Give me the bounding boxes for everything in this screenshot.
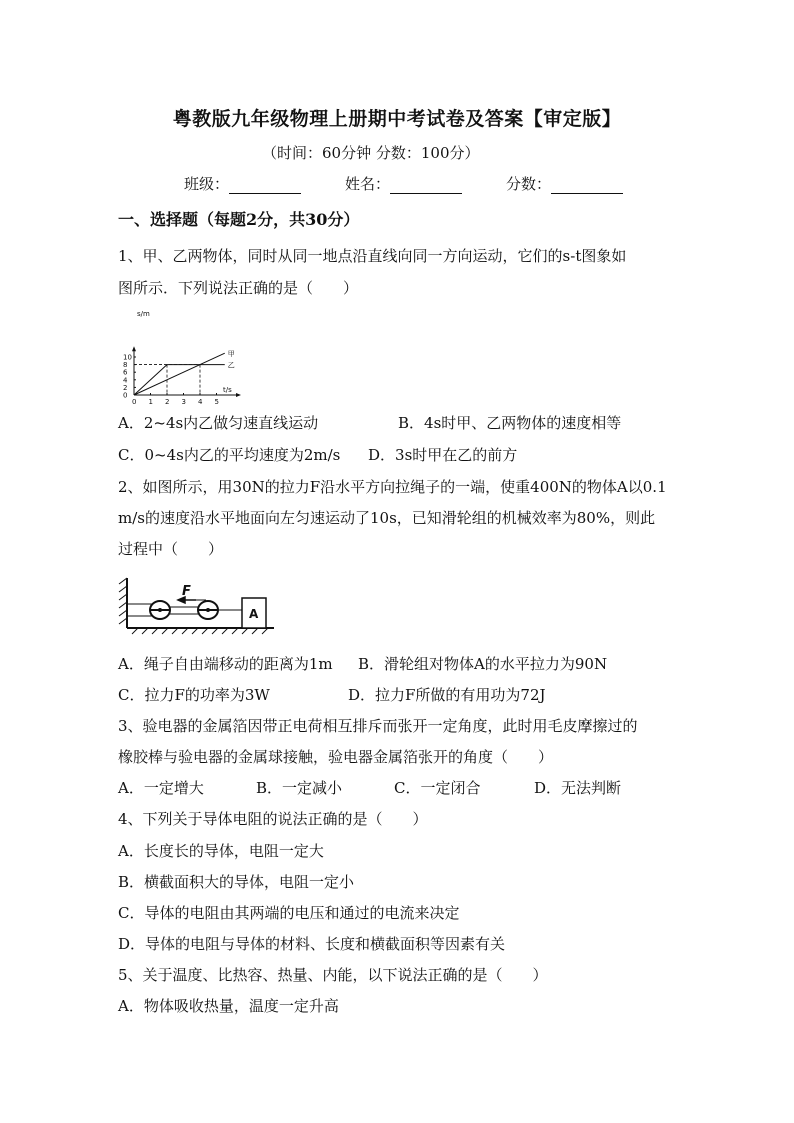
q4-option-b: B．横截面积大的导体，电阻一定小 [118, 873, 355, 891]
section-heading: 一、选择题（每题2分，共30分） [118, 210, 360, 229]
wall-hatch [119, 578, 127, 624]
class-label: 班级： [184, 175, 230, 193]
q1-option-c: C．0~4s内乙的平均速度为2m/s [118, 446, 341, 464]
q3-stem-line1: 3、验电器的金属箔因带正电荷相互排斥而张开一定角度，此时用毛皮摩擦过的 [118, 717, 638, 735]
series-label: 乙 [227, 361, 235, 370]
y-tick-label: 4 [123, 376, 128, 385]
series-label: 甲 [227, 350, 235, 359]
class-blank [229, 177, 301, 194]
x-tick-label: 3 [181, 398, 186, 406]
pulley-figure [118, 574, 278, 636]
q4-stem: 4、下列关于导体电阻的说法正确的是（ ） [118, 810, 428, 828]
score-label: 分数： [506, 175, 552, 193]
x-tick-label: 1 [148, 398, 153, 406]
series-line-yi [134, 365, 225, 395]
q5-stem: 5、关于温度、比热容、热量、内能，以下说法正确的是（ ） [118, 966, 548, 984]
page-title: 粤教版九年级物理上册期中考试卷及答案【审定版】 [172, 108, 622, 130]
x-axis-arrow [236, 393, 241, 397]
y-tick-label: 2 [123, 383, 128, 392]
q1-option-a: A．2~4s内乙做匀速直线运动 [118, 414, 319, 432]
st-graph [116, 308, 276, 406]
q2-stem-line1: 2、如图所示，用30N的拉力F沿水平方向拉绳子的一端，使重400N的物体A以0.1 [118, 478, 667, 496]
series-line-jia [134, 353, 225, 395]
name-blank [390, 177, 462, 194]
header-fields [184, 174, 623, 194]
q3-option-b: B．一定减小 [256, 779, 343, 797]
q2-option-d: D．拉力F所做的有用功为72J [348, 686, 546, 704]
q3-option-d: D．无法判断 [534, 779, 622, 797]
block-label: A [249, 607, 259, 621]
exam-subtitle: （时间：60分钟 分数：100分） [262, 144, 480, 162]
x-axis-label: t/s [223, 386, 232, 394]
q2-option-b: B．滑轮组对物体A的水平拉力为90N [358, 655, 608, 673]
x-tick-label: 4 [198, 398, 203, 406]
y-axis-label: s/m [137, 310, 150, 318]
q1-stem-line1: 1、甲、乙两物体，同时从同一地点沿直线向同一方向运动，它们的s-t图象如 [118, 247, 627, 265]
q2-option-a: A．绳子自由端移动的距离为1m [118, 655, 333, 673]
movable-pulley [198, 601, 218, 619]
fixed-pulley [150, 601, 170, 619]
q2-stem-line2: m/s的速度沿水平地面向左匀速运动了10s，已知滑轮组的机械效率为80%，则此 [118, 509, 656, 527]
score-blank [551, 177, 623, 194]
q4-option-c: C．导体的电阻由其两端的电压和通过的电流来决定 [118, 904, 460, 922]
y-tick-label: 6 [123, 368, 128, 377]
q3-stem-line2: 橡胶棒与验电器的金属球接触，验电器金属箔张开的角度（ ） [118, 748, 554, 766]
q5-option-a: A．物体吸收热量，温度一定升高 [118, 997, 339, 1015]
y-tick-label: 0 [123, 391, 128, 400]
q1-stem-line2: 图所示．下列说法正确的是（ ） [118, 279, 359, 297]
x-tick-label: 2 [165, 398, 170, 406]
q1-option-b: B．4s时甲、乙两物体的速度相等 [398, 414, 622, 432]
q2-stem-line3: 过程中（ ） [118, 540, 224, 558]
name-label: 姓名： [345, 175, 391, 193]
y-tick-label: 10 [123, 353, 132, 362]
x-tick-label: 0 [132, 398, 137, 406]
q4-option-d: D．导体的电阻与导体的材料、长度和横截面积等因素有关 [118, 935, 506, 953]
y-tick-label: 8 [123, 361, 128, 370]
q1-option-d: D．3s时甲在乙的前方 [368, 446, 518, 464]
q3-option-a: A．一定增大 [118, 779, 204, 797]
y-axis-arrow [132, 346, 136, 351]
x-tick-label: 5 [214, 398, 219, 406]
q4-option-a: A．长度长的导体，电阻一定大 [118, 842, 324, 860]
q3-option-c: C．一定闭合 [394, 779, 481, 797]
q2-option-c: C．拉力F的功率为3W [118, 686, 270, 704]
force-label: F [182, 584, 191, 599]
